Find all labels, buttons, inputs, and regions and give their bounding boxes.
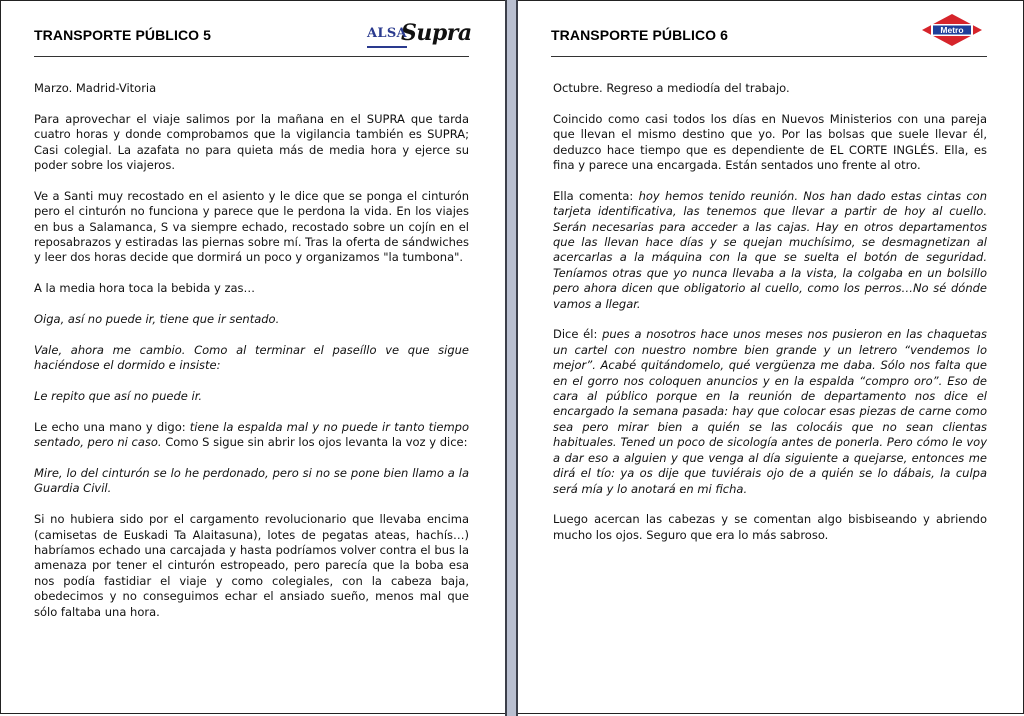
alsa-logo-underline: [367, 46, 407, 48]
left-paragraph-7: Le repito que así no puede ir.: [34, 389, 203, 404]
left-paragraph-9: Mire, lo del cinturón se lo he perdonado, pero si no se pone bien llamo a la Guardia Civil.: [34, 466, 469, 496]
page-gutter: [505, 0, 518, 716]
right-paragraph-4-b: pues a nosotros hace unos meses nos pusieron en las chaquetas un cartel con nuestro nombre bien grande y un letrero “vendemos lo mejor”. Acabé quitándomelo, qué vergüenza me daba. Sólo nos falta que en el gorro nos coloquen anuncios y en la espalda “compro oro”. Eso de cara al público porque en la reunión de departamento nos dice el encargado la semana pasada: hay que colocar esas piezas de carne como sea pero mirar bien a quién se las colocáis que no sean clientas habituales. Tened un poco de sicología antes de ponerla. Pero cómo le voy a dar eso a alguien y que venga al día siguiente a quejarse, entonces me dirá el tío: ya os dije que tuviérais ojo de a quién se lo dábais, la culpa será mía y lo anotará en mi ficha.: [553, 327, 988, 496]
left-page-header: [34, 19, 472, 57]
right-page-content: [553, 81, 987, 559]
left-paragraph-8-b: tiene la espalda mal y no puede ir tanto tiempo sentado, pero ni caso.: [34, 419, 469, 450]
left-header-title: TRANSPORTE PÚBLICO 5: [34, 27, 212, 43]
right-header-title: TRANSPORTE PÚBLICO 6: [551, 27, 729, 43]
right-paragraph-4: [553, 327, 987, 496]
supra-logo-text: Supra: [401, 20, 472, 46]
left-paragraph-3: Ve a Santi muy recostado en el asiento y le dice que se ponga el cinturón pero el cinturón no funciona y parece que le perdona la vida. En los viajes en bus a Salamanca, S va siempre echado, recostado sobre un cojín en el reposabrazos y estiradas las piernas sobre mí. Tras la oferta de sándwiches y leer dos horas decide que dormirá un poco y organizamos "la tumbona".: [34, 188, 469, 265]
left-page-content: [34, 81, 469, 635]
right-paragraph-3: [553, 189, 987, 312]
left-paragraph-5: Oiga, así no puede ir, tiene que ir sentado.: [34, 312, 280, 327]
metro-logo-icon: [921, 13, 983, 47]
right-paragraph-2: Coincido como casi todos los días en Nuevos Ministerios con una pareja que llevan el mismo destino que yo. Por las bolsas que suele llevar él, deduzco hace tiempo que es dependiente de EL CORTE INGLÉS. Ella, es fina y parece una encargada. Están sentados uno frente al otro.: [553, 111, 987, 173]
left-paragraph-4: A la media hora toca la bebida y zas…: [34, 281, 256, 296]
right-paragraph-3-b: hoy hemos tenido reunión. Nos han dado estas cintas con tarjeta identificativa, las tenemos que llevar a partir de hoy al cuello. Serán necesarias para acceder a las cajas. Hay en otros departamentos que las llevan hace días y se quejan muchísimo, se desmagnetizan al acercarlas a la máquina con la que se suelta el botón de seguridad. Teníamos otras que yo nunca llevaba a la vista, la colgaba en un bolsillo pero ahora dicen que obligatorio al cuello, como los perros…No sé dónde vamos a llegar.: [553, 188, 988, 311]
right-paragraph-4-a: Dice él:: [553, 327, 603, 342]
right-page-header: [551, 19, 987, 57]
right-paragraph-3-a: Ella comenta:: [553, 188, 639, 203]
left-paragraph-1: Marzo. Madrid-Vitoria: [34, 81, 157, 95]
alsa-logo-text: ALSA: [367, 26, 407, 41]
left-paragraph-8-a: Le echo una mano y digo:: [34, 419, 190, 434]
metro-logo-text: Metro: [940, 25, 964, 36]
left-paragraph-10: Si no hubiera sido por el cargamento revolucionario que llevaba encima (camisetas de Euskadi Ta Alaitasuna), lotes de pegatas ateas, hachís…) habríamos echado una carcajada y hasta podríamos volver contra el bus la amenaza por tener el cinturón estropeado, pero parecía que la boba esa nos podía fastidiar el viaje y como colegiales, con la cabeza baja, obedecimos y no conseguimos echar el ansiado sueño, menos mal que sólo faltaba una hora.: [34, 512, 469, 619]
alsa-supra-logo: [367, 19, 472, 53]
right-paragraph-1: Octubre. Regreso a mediodía del trabajo.: [553, 81, 790, 95]
left-paragraph-6: Vale, ahora me cambio. Como al terminar el paseíllo ve que sigue haciéndose el dormido e insiste:: [34, 342, 469, 373]
left-paragraph-2: Para aprovechar el viaje salimos por la mañana en el SUPRA que tarda cuatro horas y donde comprobamos que la vigilancia también es SUPRA; Casi colegial. La azafata no para quieta más de media hora y ejerce su poder sobre los viajeros.: [34, 111, 469, 173]
left-paragraph-8-c: Como S sigue sin abrir los ojos levanta la voz y dice:: [161, 435, 468, 450]
right-page: [518, 0, 1024, 714]
left-paragraph-8: [34, 420, 469, 451]
left-page: [0, 0, 505, 714]
right-paragraph-5: Luego acercan las cabezas y se comentan algo bisbiseando y abriendo mucho los ojos. Seguro que era lo más sabroso.: [553, 512, 987, 542]
